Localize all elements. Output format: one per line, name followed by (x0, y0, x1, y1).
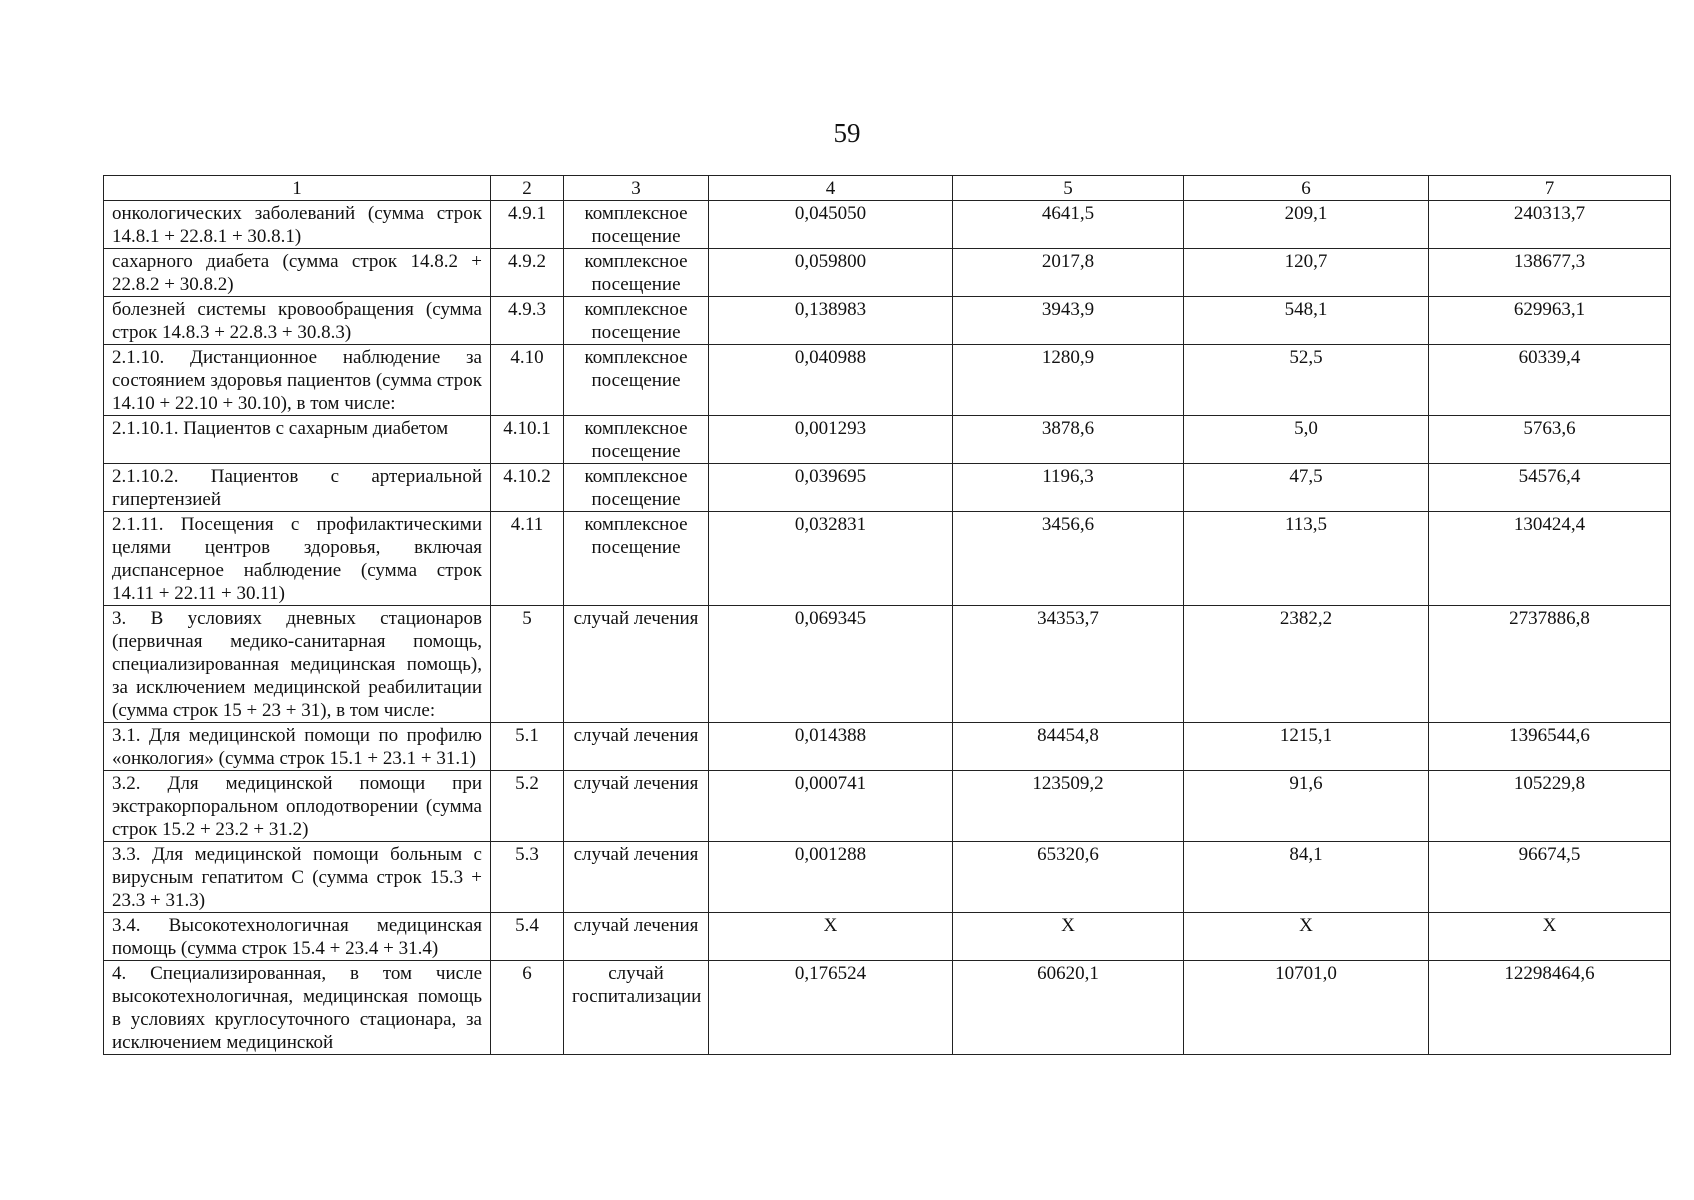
row-code: 5.3 (491, 842, 564, 913)
value-cell: 12298464,6 (1429, 961, 1671, 1055)
row-label: онкологических заболеваний (сумма строк 14.8.1 + 22.8.1 + 30.8.1) (104, 201, 491, 249)
value-cell: 548,1 (1184, 297, 1429, 345)
value-cell: 1215,1 (1184, 723, 1429, 771)
value-cell: 60620,1 (953, 961, 1184, 1055)
table-row (104, 961, 1671, 1055)
value-cell: 0,069345 (709, 606, 953, 723)
value-cell: 1396544,6 (1429, 723, 1671, 771)
value-cell: 2017,8 (953, 249, 1184, 297)
value-cell: 240313,7 (1429, 201, 1671, 249)
unit-cell: комплексное посещение (564, 201, 709, 249)
value-cell: 1280,9 (953, 345, 1184, 416)
value-cell: 120,7 (1184, 249, 1429, 297)
unit-cell: случай лечения (564, 842, 709, 913)
row-label: 3.1. Для медицинской помощи по профилю «онкология» (сумма строк 15.1 + 23.1 + 31.1) (104, 723, 491, 771)
column-header: 5 (953, 176, 1184, 201)
row-code: 5.1 (491, 723, 564, 771)
unit-cell: случай госпитализации (564, 961, 709, 1055)
value-cell: 0,059800 (709, 249, 953, 297)
table-row (104, 249, 1671, 297)
row-label: 2.1.10.1. Пациентов с сахарным диабетом (104, 416, 491, 464)
value-cell: 209,1 (1184, 201, 1429, 249)
value-cell: 60339,4 (1429, 345, 1671, 416)
table-row (104, 512, 1671, 606)
value-cell: 113,5 (1184, 512, 1429, 606)
column-header: 4 (709, 176, 953, 201)
value-cell: 0,138983 (709, 297, 953, 345)
row-code: 4.10 (491, 345, 564, 416)
row-label: 2.1.11. Посещения с профилактическими целями центров здоровья, включая диспансерное наблюдение (сумма строк 14.11 + 22.11 + 30.11) (104, 512, 491, 606)
table-row (104, 913, 1671, 961)
unit-cell: комплексное посещение (564, 345, 709, 416)
table-row (104, 201, 1671, 249)
data-table (103, 175, 1671, 1055)
column-header: 3 (564, 176, 709, 201)
value-cell: 10701,0 (1184, 961, 1429, 1055)
value-cell: 0,001288 (709, 842, 953, 913)
table-row (104, 771, 1671, 842)
value-cell: 0,000741 (709, 771, 953, 842)
value-cell: 0,040988 (709, 345, 953, 416)
value-cell: X (1429, 913, 1671, 961)
header-row (104, 176, 1671, 201)
value-cell: 54576,4 (1429, 464, 1671, 512)
value-cell: 3878,6 (953, 416, 1184, 464)
value-cell: 52,5 (1184, 345, 1429, 416)
column-header: 7 (1429, 176, 1671, 201)
column-header: 1 (104, 176, 491, 201)
value-cell: 0,032831 (709, 512, 953, 606)
row-label: 2.1.10.2. Пациентов с артериальной гипертензией (104, 464, 491, 512)
value-cell: 105229,8 (1429, 771, 1671, 842)
unit-cell: случай лечения (564, 771, 709, 842)
row-label: 3.4. Высокотехнологичная медицинская помощь (сумма строк 15.4 + 23.4 + 31.4) (104, 913, 491, 961)
row-label: 4. Специализированная, в том числе высокотехнологичная, медицинская помощь в условиях круглосуточного стационара, за исключением медицинской (104, 961, 491, 1055)
value-cell: 84454,8 (953, 723, 1184, 771)
table-row (104, 723, 1671, 771)
value-cell: 1196,3 (953, 464, 1184, 512)
value-cell: 34353,7 (953, 606, 1184, 723)
unit-cell: комплексное посещение (564, 249, 709, 297)
table-row (104, 416, 1671, 464)
value-cell: 130424,4 (1429, 512, 1671, 606)
row-code: 4.9.1 (491, 201, 564, 249)
value-cell: 3943,9 (953, 297, 1184, 345)
row-label: 2.1.10. Дистанционное наблюдение за состоянием здоровья пациентов (сумма строк 14.10 + 22.10 + 30.10), в том числе: (104, 345, 491, 416)
value-cell: 65320,6 (953, 842, 1184, 913)
value-cell: 91,6 (1184, 771, 1429, 842)
value-cell: 5763,6 (1429, 416, 1671, 464)
value-cell: 0,045050 (709, 201, 953, 249)
row-code: 4.10.1 (491, 416, 564, 464)
row-code: 4.9.2 (491, 249, 564, 297)
row-label: сахарного диабета (сумма строк 14.8.2 + 22.8.2 + 30.8.2) (104, 249, 491, 297)
value-cell: 84,1 (1184, 842, 1429, 913)
value-cell: 2382,2 (1184, 606, 1429, 723)
value-cell: 96674,5 (1429, 842, 1671, 913)
value-cell: 123509,2 (953, 771, 1184, 842)
value-cell: 5,0 (1184, 416, 1429, 464)
column-header: 2 (491, 176, 564, 201)
unit-cell: случай лечения (564, 606, 709, 723)
value-cell: 0,001293 (709, 416, 953, 464)
row-code: 5.4 (491, 913, 564, 961)
row-label: 3.2. Для медицинской помощи при экстракорпоральном оплодотворении (сумма строк 15.2 + 23.2 + 31.2) (104, 771, 491, 842)
page-number: 59 (833, 118, 861, 148)
value-cell: 138677,3 (1429, 249, 1671, 297)
row-label: 3.3. Для медицинской помощи больным с вирусным гепатитом С (сумма строк 15.3 + 23.3 + 31.3) (104, 842, 491, 913)
value-cell: 47,5 (1184, 464, 1429, 512)
row-label: болезней системы кровообращения (сумма строк 14.8.3 + 22.8.3 + 30.8.3) (104, 297, 491, 345)
value-cell: X (1184, 913, 1429, 961)
value-cell: 0,014388 (709, 723, 953, 771)
value-cell: 4641,5 (953, 201, 1184, 249)
row-code: 4.11 (491, 512, 564, 606)
row-code: 4.9.3 (491, 297, 564, 345)
value-cell: 629963,1 (1429, 297, 1671, 345)
unit-cell: комплексное посещение (564, 416, 709, 464)
value-cell: X (953, 913, 1184, 961)
unit-cell: комплексное посещение (564, 297, 709, 345)
value-cell: 3456,6 (953, 512, 1184, 606)
row-code: 5 (491, 606, 564, 723)
row-code: 4.10.2 (491, 464, 564, 512)
row-code: 6 (491, 961, 564, 1055)
table-row (104, 842, 1671, 913)
unit-cell: случай лечения (564, 723, 709, 771)
unit-cell: комплексное посещение (564, 464, 709, 512)
table-row (104, 464, 1671, 512)
value-cell: X (709, 913, 953, 961)
row-label: 3. В условиях дневных стационаров (первичная медико-санитарная помощь, специализированная медицинская помощь), за исключением медицинской реабилитации (сумма строк 15 + 23 + 31), в том числе: (104, 606, 491, 723)
unit-cell: случай лечения (564, 913, 709, 961)
value-cell: 0,039695 (709, 464, 953, 512)
row-code: 5.2 (491, 771, 564, 842)
table-row (104, 345, 1671, 416)
value-cell: 0,176524 (709, 961, 953, 1055)
value-cell: 2737886,8 (1429, 606, 1671, 723)
column-header: 6 (1184, 176, 1429, 201)
table-row (104, 297, 1671, 345)
unit-cell: комплексное посещение (564, 512, 709, 606)
table-row (104, 606, 1671, 723)
